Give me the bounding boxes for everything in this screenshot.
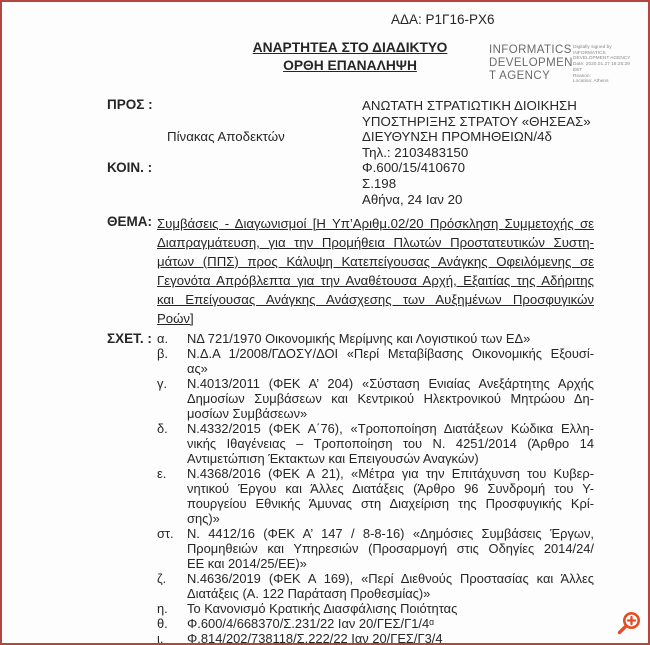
reference-index: θ.: [157, 616, 168, 631]
references-label: ΣΧΕΤ. :: [107, 331, 152, 346]
text-line: ας»: [187, 361, 208, 376]
zoom-in-icon[interactable]: [615, 610, 643, 638]
reference-item: [157, 616, 594, 631]
text-line: Αντιμετώπιση Έκτακτων και Επειγουσών Αναγκών): [187, 451, 479, 466]
reference-index: γ.: [157, 376, 168, 391]
references-list: [157, 331, 594, 645]
banner-line-1: ΑΝΑΡΤΗΤΕΑ ΣΤΟ ΔΙΑΔΙΚΤΥΟ: [252, 40, 448, 55]
issuer-block: [362, 98, 630, 207]
text-line: INFORMATICS: [573, 50, 606, 56]
reference-index: ι.: [157, 631, 164, 645]
reference-item: [157, 601, 594, 616]
text-line: Ν.Δ.Α 1/2008/ΓΔΟΣΥ/ΔΟΙ «Περί Μεταβίβασης Οικονομικής Εξουσί-: [187, 346, 594, 361]
text-line: Date: 2020.01.27 18:25:29: [573, 62, 630, 68]
reference-index: δ.: [157, 421, 168, 436]
text-line: Ν.4636/2019 (ΦΕΚ Α 169), «Περί Διεθνούς Προστασίας και Άλλες: [187, 571, 594, 586]
pros-label: ΠΡΟΣ :: [107, 97, 153, 112]
text-line: Φ.814/202/738118/Σ.222/22 Ιαν 20/ΓΕΣ/Γ3/4: [187, 631, 443, 645]
ada-code: ΑΔΑ: Ρ1Γ16-ΡΧ6: [391, 12, 495, 27]
reference-item: [157, 346, 594, 376]
text-line: ΝΔ 721/1970 Οικονομικής Μερίμνης και Λογιστικού των ΕΔ»: [187, 331, 531, 346]
text-line: EET: [573, 67, 583, 73]
text-line: Ροών]: [157, 311, 194, 326]
text-line: T AGENCY: [489, 70, 551, 82]
banner-line-2: ΟΡΘΗ ΕΠΑΝΑΛΗΨΗ: [283, 58, 417, 73]
reference-item: [157, 526, 594, 571]
reference-item: [157, 631, 594, 645]
text-line: Σ.198: [362, 175, 397, 191]
text-line: Τηλ.: 2103483150: [362, 144, 469, 160]
reference-text: [187, 616, 594, 631]
text-line: Ν.4332/2015 (ΦΕΚ Α΄76), «Τροποποίηση Διατάξεων Κώδικα Ελλη-: [187, 421, 594, 436]
text-line: Προμηθειών και Υπηρεσιών (Προσαρμογή στις Οδηγίες 2014/24/: [187, 541, 594, 556]
reference-index: ζ.: [157, 571, 167, 586]
text-line: Διαπραγμάτευση, για την Προμήθεια Πλωτών Προστατευτικών Συστη-: [157, 235, 594, 250]
text-line: Φ.600/4/668370/Σ.231/22 Ιαν 20/ΓΕΣ/Γ1/4ᵅ: [187, 616, 434, 631]
text-line: Το Κανονισμό Κρατικής Διασφάλισης Ποιότητας: [187, 601, 458, 616]
text-line: Φ.600/15/410670: [362, 160, 466, 176]
reference-item: [157, 331, 594, 346]
reference-item: [157, 421, 594, 466]
text-line: σης)»: [187, 511, 220, 526]
text-line: Αθήνα, 24 Ιαν 20: [362, 191, 463, 207]
text-line: νητικού Έργου και Άλλες Διατάξεις (Άρθρο 96 Συνδρομή του Υ-: [187, 481, 594, 496]
text-line: μοσίων Συμβάσεων»: [187, 406, 308, 421]
subject-text: [157, 214, 594, 328]
text-line: Ν.4368/2016 (ΦΕΚ Α 21), «Μέτρα για την Επιτάχυνση του Κυβερ-: [187, 466, 594, 481]
subject-label: ΘΕΜΑ:: [107, 214, 152, 229]
text-line: ΔΙΕΥΘΥΝΣΗ ΠΡΟΜΗΘΕΙΩΝ/4δ: [362, 129, 552, 145]
reference-text: [187, 466, 594, 526]
reference-text: [187, 421, 594, 466]
reference-text: [187, 346, 594, 376]
reference-index: α.: [157, 331, 169, 346]
text-line: ΥΠΟΣΤΗΡΙΞΗΣ ΣΤΡΑΤΟΥ «ΘΗΣΕΑΣ»: [362, 113, 591, 129]
reference-item: [157, 571, 594, 601]
text-line: Reason:: [573, 73, 591, 79]
text-line: Location: Athens: [573, 79, 609, 85]
reference-item: [157, 376, 594, 421]
text-line: INFORMATICS: [489, 44, 572, 56]
reference-index: β.: [157, 346, 168, 361]
reference-item: [157, 466, 594, 526]
text-line: Ν. 4412/16 (ΦΕΚ Α’ 147 / 8-8-16) «Δημόσιες Συμβάσεις Έργων,: [187, 526, 594, 541]
reference-text: [187, 331, 594, 346]
text-line: νικής Ιθαγένειας – Τροποποίηση του Ν. 4251/2014 (Άρθρο 14: [187, 436, 594, 451]
text-line: DEVELOPMENT AGENCY: [573, 56, 631, 62]
reference-index: ε.: [157, 466, 167, 481]
reference-index: η.: [157, 601, 168, 616]
pros-value: Πίνακας Αποδεκτών: [167, 129, 285, 144]
digital-signature-details: [573, 45, 631, 85]
text-line: Συμβάσεις - Διαγωνισμοί [Η Υπ’Αριθμ.02/20 Πρόσκληση Συμμετοχής σε: [157, 216, 594, 231]
reference-text: [187, 631, 594, 645]
koin-label: ΚΟΙΝ. :: [107, 160, 153, 175]
reference-text: [187, 376, 594, 421]
reference-text: [187, 526, 594, 571]
text-line: και Επείγουσας Ανάγκης Ανάσχεσης των Αυξημένων Προσφυγικών: [157, 292, 594, 307]
text-line: Ν.4013/2011 (ΦΕΚ Α’ 204) «Σύσταση Ενιαίας Ανεξάρτητης Αρχής: [187, 376, 594, 391]
reference-text: [187, 601, 594, 616]
text-line: ΑΝΩΤΑΤΗ ΣΤΡΑΤΙΩΤΙΚΗ ΔΙΟΙΚΗΣΗ: [362, 98, 577, 113]
digital-signature-agency: [489, 44, 573, 83]
reference-index: στ.: [157, 526, 174, 541]
text-line: Δημοσίων Συμβάσεων και Κεντρικού Ηλεκτρονικού Μητρώου Δη-: [187, 391, 594, 406]
reference-text: [187, 571, 594, 601]
text-line: DEVELOPMEN: [489, 57, 573, 69]
text-line: Γεγονότα Απρόβλεπτα για την Αναθέτουσα Αρχή, Εξαιτίας της Αδήριτης: [157, 273, 594, 288]
text-line: ΕΕ και 2014/25/ΕΕ)»: [187, 556, 307, 571]
text-line: Digitally signed by: [573, 45, 612, 50]
text-line: Διατάξεις (Α. 122 Παράταση Προθεσμίας)»: [187, 586, 431, 601]
text-line: μάτων (ΠΠΣ) προς Κάλυψη Κατεπείγουσας Ανάγκης Οφειλόμενης σε: [157, 254, 594, 269]
banner: [228, 39, 472, 75]
text-line: πουργείου Εθνικής Άμυνας στη Διαχείριση της Προσφυγικής Κρί-: [187, 496, 594, 511]
